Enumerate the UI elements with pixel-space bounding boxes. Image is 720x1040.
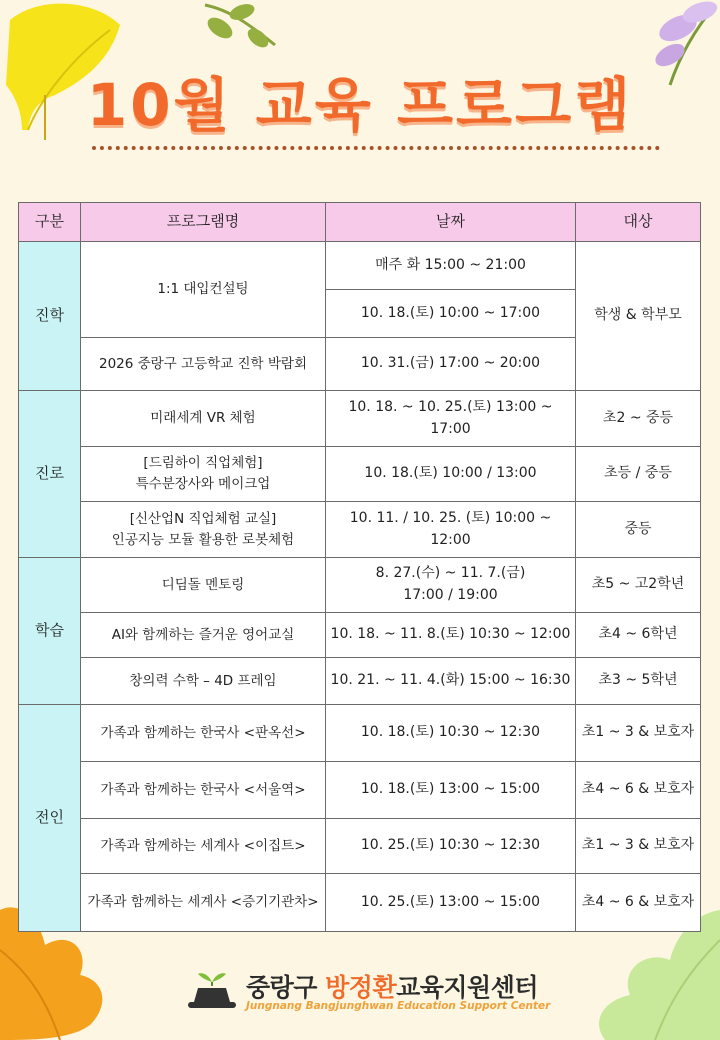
date-cell: 10. 18. ~ 10. 25.(토) 13:00 ~ 17:00 bbox=[326, 391, 576, 447]
program-cell: 가족과 함께하는 한국사 <판옥선> bbox=[81, 705, 326, 762]
center-name-accent: 방정환 bbox=[325, 973, 397, 1002]
date-cell: 10. 18.(토) 10:00 ~ 17:00 bbox=[326, 290, 576, 338]
date-cell: 매주 화 15:00 ~ 21:00 bbox=[326, 242, 576, 290]
program-cell: 2026 중랑구 고등학교 진학 박람회 bbox=[81, 338, 326, 391]
date-cell: 10. 11. / 10. 25. (토) 10:00 ~ 12:00 bbox=[326, 502, 576, 558]
table-row bbox=[19, 613, 701, 658]
target-cell: 초1 ~ 3 & 보호자 bbox=[576, 819, 701, 874]
program-cell: 미래세계 VR 체험 bbox=[81, 391, 326, 447]
header-category: 구분 bbox=[19, 203, 81, 242]
program-line: [드림하이 직업체험] bbox=[143, 455, 263, 472]
table-row bbox=[19, 242, 701, 290]
green-sprig-decoration bbox=[200, 0, 280, 50]
header-date: 날짜 bbox=[326, 203, 576, 242]
program-cell: AI와 함께하는 즐거운 영어교실 bbox=[81, 613, 326, 658]
header-target: 대상 bbox=[576, 203, 701, 242]
table-row bbox=[19, 558, 701, 613]
date-cell: 10. 18. ~ 11. 8.(토) 10:30 ~ 12:00 bbox=[326, 613, 576, 658]
program-cell bbox=[81, 502, 326, 558]
category-cell: 학습 bbox=[19, 558, 81, 705]
target-cell: 초2 ~ 중등 bbox=[576, 391, 701, 447]
program-table bbox=[18, 202, 701, 932]
program-line: [신산업N 직업체험 교실] bbox=[129, 510, 277, 527]
date-cell: 10. 31.(금) 17:00 ~ 20:00 bbox=[326, 338, 576, 391]
date-cell bbox=[326, 558, 576, 613]
title-dotted-rule bbox=[92, 146, 660, 150]
table-header-row bbox=[19, 203, 701, 242]
program-line: 인공지능 모듈 활용한 로봇체험 bbox=[111, 531, 295, 548]
program-cell: 1:1 대입컨설팅 bbox=[81, 242, 326, 338]
date-line: 17:00 / 19:00 bbox=[403, 587, 498, 603]
target-cell: 초3 ~ 5학년 bbox=[576, 658, 701, 705]
program-line: 특수분장사와 메이크업 bbox=[135, 476, 271, 492]
table-row bbox=[19, 705, 701, 762]
table-row bbox=[19, 447, 701, 502]
date-cell: 10. 25.(토) 10:30 ~ 12:30 bbox=[326, 819, 576, 874]
header-program: 프로그램명 bbox=[81, 203, 326, 242]
program-cell: 창의력 수학 – 4D 프레임 bbox=[81, 658, 326, 705]
date-cell: 10. 18.(토) 13:00 ~ 15:00 bbox=[326, 762, 576, 819]
center-name-part2: 교육지원센터 bbox=[396, 973, 539, 1002]
page-title: 10월 교육 프로그램 bbox=[86, 71, 634, 139]
center-logo-icon bbox=[186, 966, 238, 1012]
table-row bbox=[19, 874, 701, 932]
program-cell: 디딤돌 멘토링 bbox=[81, 558, 326, 613]
program-cell: 가족과 함께하는 세계사 <이집트> bbox=[81, 819, 326, 874]
date-line: 8. 27.(수) ~ 11. 7.(금) bbox=[375, 565, 526, 582]
program-cell: 가족과 함께하는 세계사 <증기기관차> bbox=[81, 874, 326, 932]
category-cell: 진학 bbox=[19, 242, 81, 391]
target-cell: 학생 & 학부모 bbox=[576, 242, 701, 391]
target-cell: 중등 bbox=[576, 502, 701, 558]
table-row bbox=[19, 502, 701, 558]
target-cell: 초5 ~ 고2학년 bbox=[576, 558, 701, 613]
program-cell bbox=[81, 447, 326, 502]
date-cell: 10. 18.(토) 10:30 ~ 12:30 bbox=[326, 705, 576, 762]
target-cell: 초등 / 중등 bbox=[576, 447, 701, 502]
table-row bbox=[19, 819, 701, 874]
table-row bbox=[19, 391, 701, 447]
target-cell: 초4 ~ 6학년 bbox=[576, 613, 701, 658]
date-cell: 10. 25.(토) 13:00 ~ 15:00 bbox=[326, 874, 576, 932]
table-row bbox=[19, 762, 701, 819]
program-cell: 가족과 함께하는 한국사 <서울역> bbox=[81, 762, 326, 819]
center-name bbox=[246, 968, 538, 1004]
category-cell: 진로 bbox=[19, 391, 81, 558]
target-cell: 초4 ~ 6 & 보호자 bbox=[576, 762, 701, 819]
category-cell: 전인 bbox=[19, 705, 81, 932]
footer bbox=[0, 962, 720, 1022]
table-row bbox=[19, 658, 701, 705]
date-cell: 10. 21. ~ 11. 4.(화) 15:00 ~ 16:30 bbox=[326, 658, 576, 705]
center-name-english: Jungnang Bangjunghwan Education Support Center bbox=[246, 1000, 551, 1012]
target-cell: 초1 ~ 3 & 보호자 bbox=[576, 705, 701, 762]
date-cell: 10. 18.(토) 10:00 / 13:00 bbox=[326, 447, 576, 502]
center-name-part1: 중랑구 bbox=[246, 973, 326, 1002]
target-cell: 초4 ~ 6 & 보호자 bbox=[576, 874, 701, 932]
